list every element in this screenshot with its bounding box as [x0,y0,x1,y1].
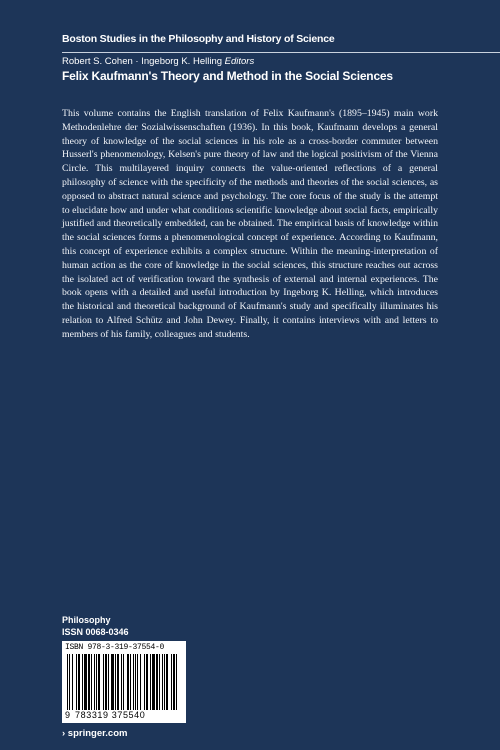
barcode-bar [152,654,155,710]
barcode-bar [105,654,107,710]
barcode-bar [133,654,134,710]
barcode-bar [98,654,100,710]
book-title: Felix Kaufmann's Theory and Method in the Social Sciences [62,69,393,83]
barcode-bar [146,654,148,710]
barcode-bar [127,654,129,710]
barcode-number: 783319 375540 [75,710,146,720]
barcode-bar [173,654,175,710]
barcode-bars [65,654,183,710]
barcode-bar [123,654,124,710]
series-title: Boston Studies in the Philosophy and History of Science [62,33,335,45]
barcode-bar [176,654,177,710]
barcode-bar [140,654,141,710]
isbn-label: ISBN 978-3-319-37554-0 [65,643,165,652]
barcode-bar [67,654,68,710]
barcode-bar [94,654,95,710]
barcode-bar [117,654,119,710]
divider [62,52,500,53]
barcode-bar [72,654,73,710]
barcode-bar [88,654,90,710]
editors [62,56,482,67]
barcode-bar [135,654,136,710]
barcode-bar [103,654,104,710]
barcode-bar [82,654,83,710]
barcode-bar [76,654,77,710]
barcode-bar [171,654,172,710]
barcode-bar [166,654,168,710]
barcode-bar [108,654,109,710]
barcode-bar [111,654,114,710]
barcode-bar [69,654,70,710]
barcode-bar [162,654,163,710]
issn-label: ISSN 0068-0346 [62,627,129,637]
barcode-bar [130,654,131,710]
barcode-bar [84,654,87,710]
barcode-bar [156,654,158,710]
publisher-url: › springer.com [62,728,128,739]
barcode-bar [78,654,80,710]
barcode-bar [115,654,116,710]
editor-role: Editors [224,56,255,67]
barcode [62,641,186,723]
barcode-lead-digit: 9 [65,710,71,720]
book-abstract: This volume contains the English translation of Felix Kaufmann's (1895–1945) main work Methodenlehre der Sozialwissenschaften (1936). In this book, Kaufmann develops a general theory of knowledge of the social sciences in his role as a cross-border commuter between Husserl's phenomenology, Kelsen's pure theory of law and the logical positivism of the Vienna Circle. This multilayered inquiry connects the value-oriented reflections of a general philosophy of science with the specificity of the methods and theories of the social sciences, as opposed to abstract natural science and psychology. The core focus of the study is the attempt to elucidate how and under what conditions scientific knowledge about social facts, empirically justified and theoretically embedded, can be obtained. The empirical basis of knowledge within the social sciences forms a phenomenological concept of experience. According to Kaufmann, this concept of experience exhibits a complex structure. Within the meaning-interpretation of human action as the core of knowledge in the social sciences, this structure reaches out across the isolated act of verification toward the synthesis of external and internal experiences. The book opens with a detailed and useful introduction by Ingeborg K. Helling, which introduces the historical and theoretical background of Kaufmann's study and specifically illuminates his relation to Alfred Schütz and John Dewey. Finally, it contains interviews with and letters to members of his family, colleagues and students. [62,108,438,340]
editor-names: Robert S. Cohen · Ingeborg K. Helling [62,56,223,67]
barcode-bar [144,654,145,710]
barcode-bar [96,654,97,710]
barcode-bar [91,654,92,710]
subject-label: Philosophy [62,615,111,625]
barcode-bar [159,654,160,710]
barcode-bar [137,654,138,710]
barcode-bar [150,654,151,710]
barcode-bar [164,654,165,710]
barcode-bar [121,654,122,710]
